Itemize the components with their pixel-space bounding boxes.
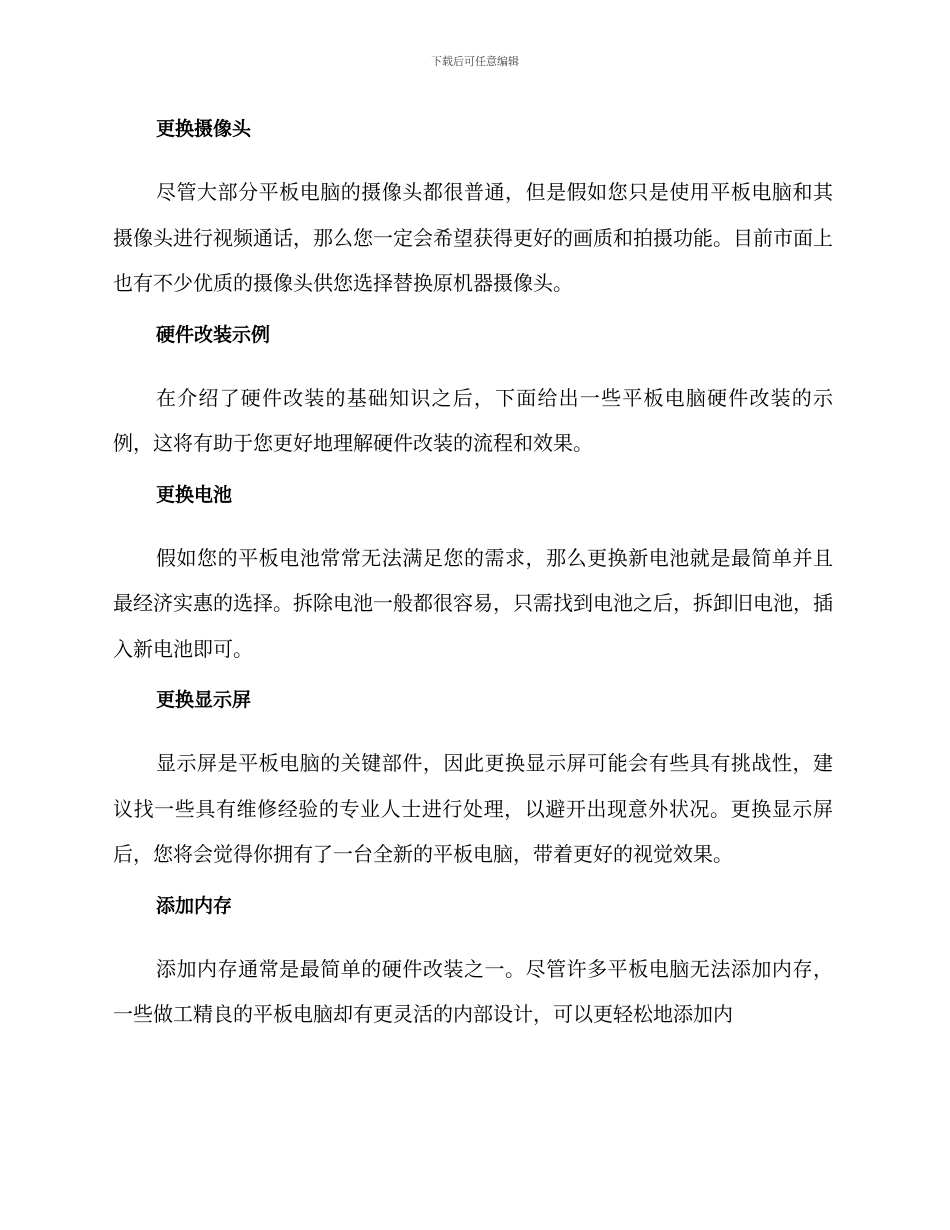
section-paragraph-camera: 尽管大部分平板电脑的摄像头都很普通，但是假如您只是使用平板电脑和其摄像头进行视频通话，那么您一定会希望获得更好的画质和拍摄功能。目前市面上也有不少优质的摄像头供您选择替换原机器摄像头。 (113, 180, 833, 295)
section-paragraph-memory: 添加内存通常是最简单的硬件改装之一。尽管许多平板电脑无法添加内存，一些做工精良的平板电脑却有更灵活的内部设计，可以更轻松地添加内 (113, 956, 833, 1026)
document-body (113, 112, 833, 1049)
section-heading-memory: 添加内存 (156, 894, 233, 917)
section-heading-hardware-examples: 硬件改装示例 (156, 323, 271, 346)
section-paragraph-display: 显示屏是平板电脑的关键部件，因此更换显示屏可能会有些具有挑战性，建议找一些具有维修经验的专业人士进行处理，以避开出现意外状况。更换显示屏后，您将会觉得你拥有了一台全新的平板电脑，带着更好的视觉效果。 (113, 751, 833, 866)
section-heading-display: 更换显示屏 (156, 689, 252, 711)
section-heading-camera: 更换摄像头 (156, 118, 252, 140)
section-heading-battery: 更换电池 (156, 483, 233, 506)
section-paragraph-hardware-examples: 在介绍了硬件改装的基础知识之后，下面给出一些平板电脑硬件改装的示例，这将有助于您更好地理解硬件改装的流程和效果。 (113, 385, 833, 455)
section-paragraph-battery: 假如您的平板电池常常无法满足您的需求，那么更换新电池就是最简单并且最经济实惠的选择。拆除电池一般都很容易，只需找到电池之后，拆卸旧电池，插入新电池即可。 (113, 545, 833, 661)
page-header-note: 下载后可任意编辑 (431, 55, 519, 68)
